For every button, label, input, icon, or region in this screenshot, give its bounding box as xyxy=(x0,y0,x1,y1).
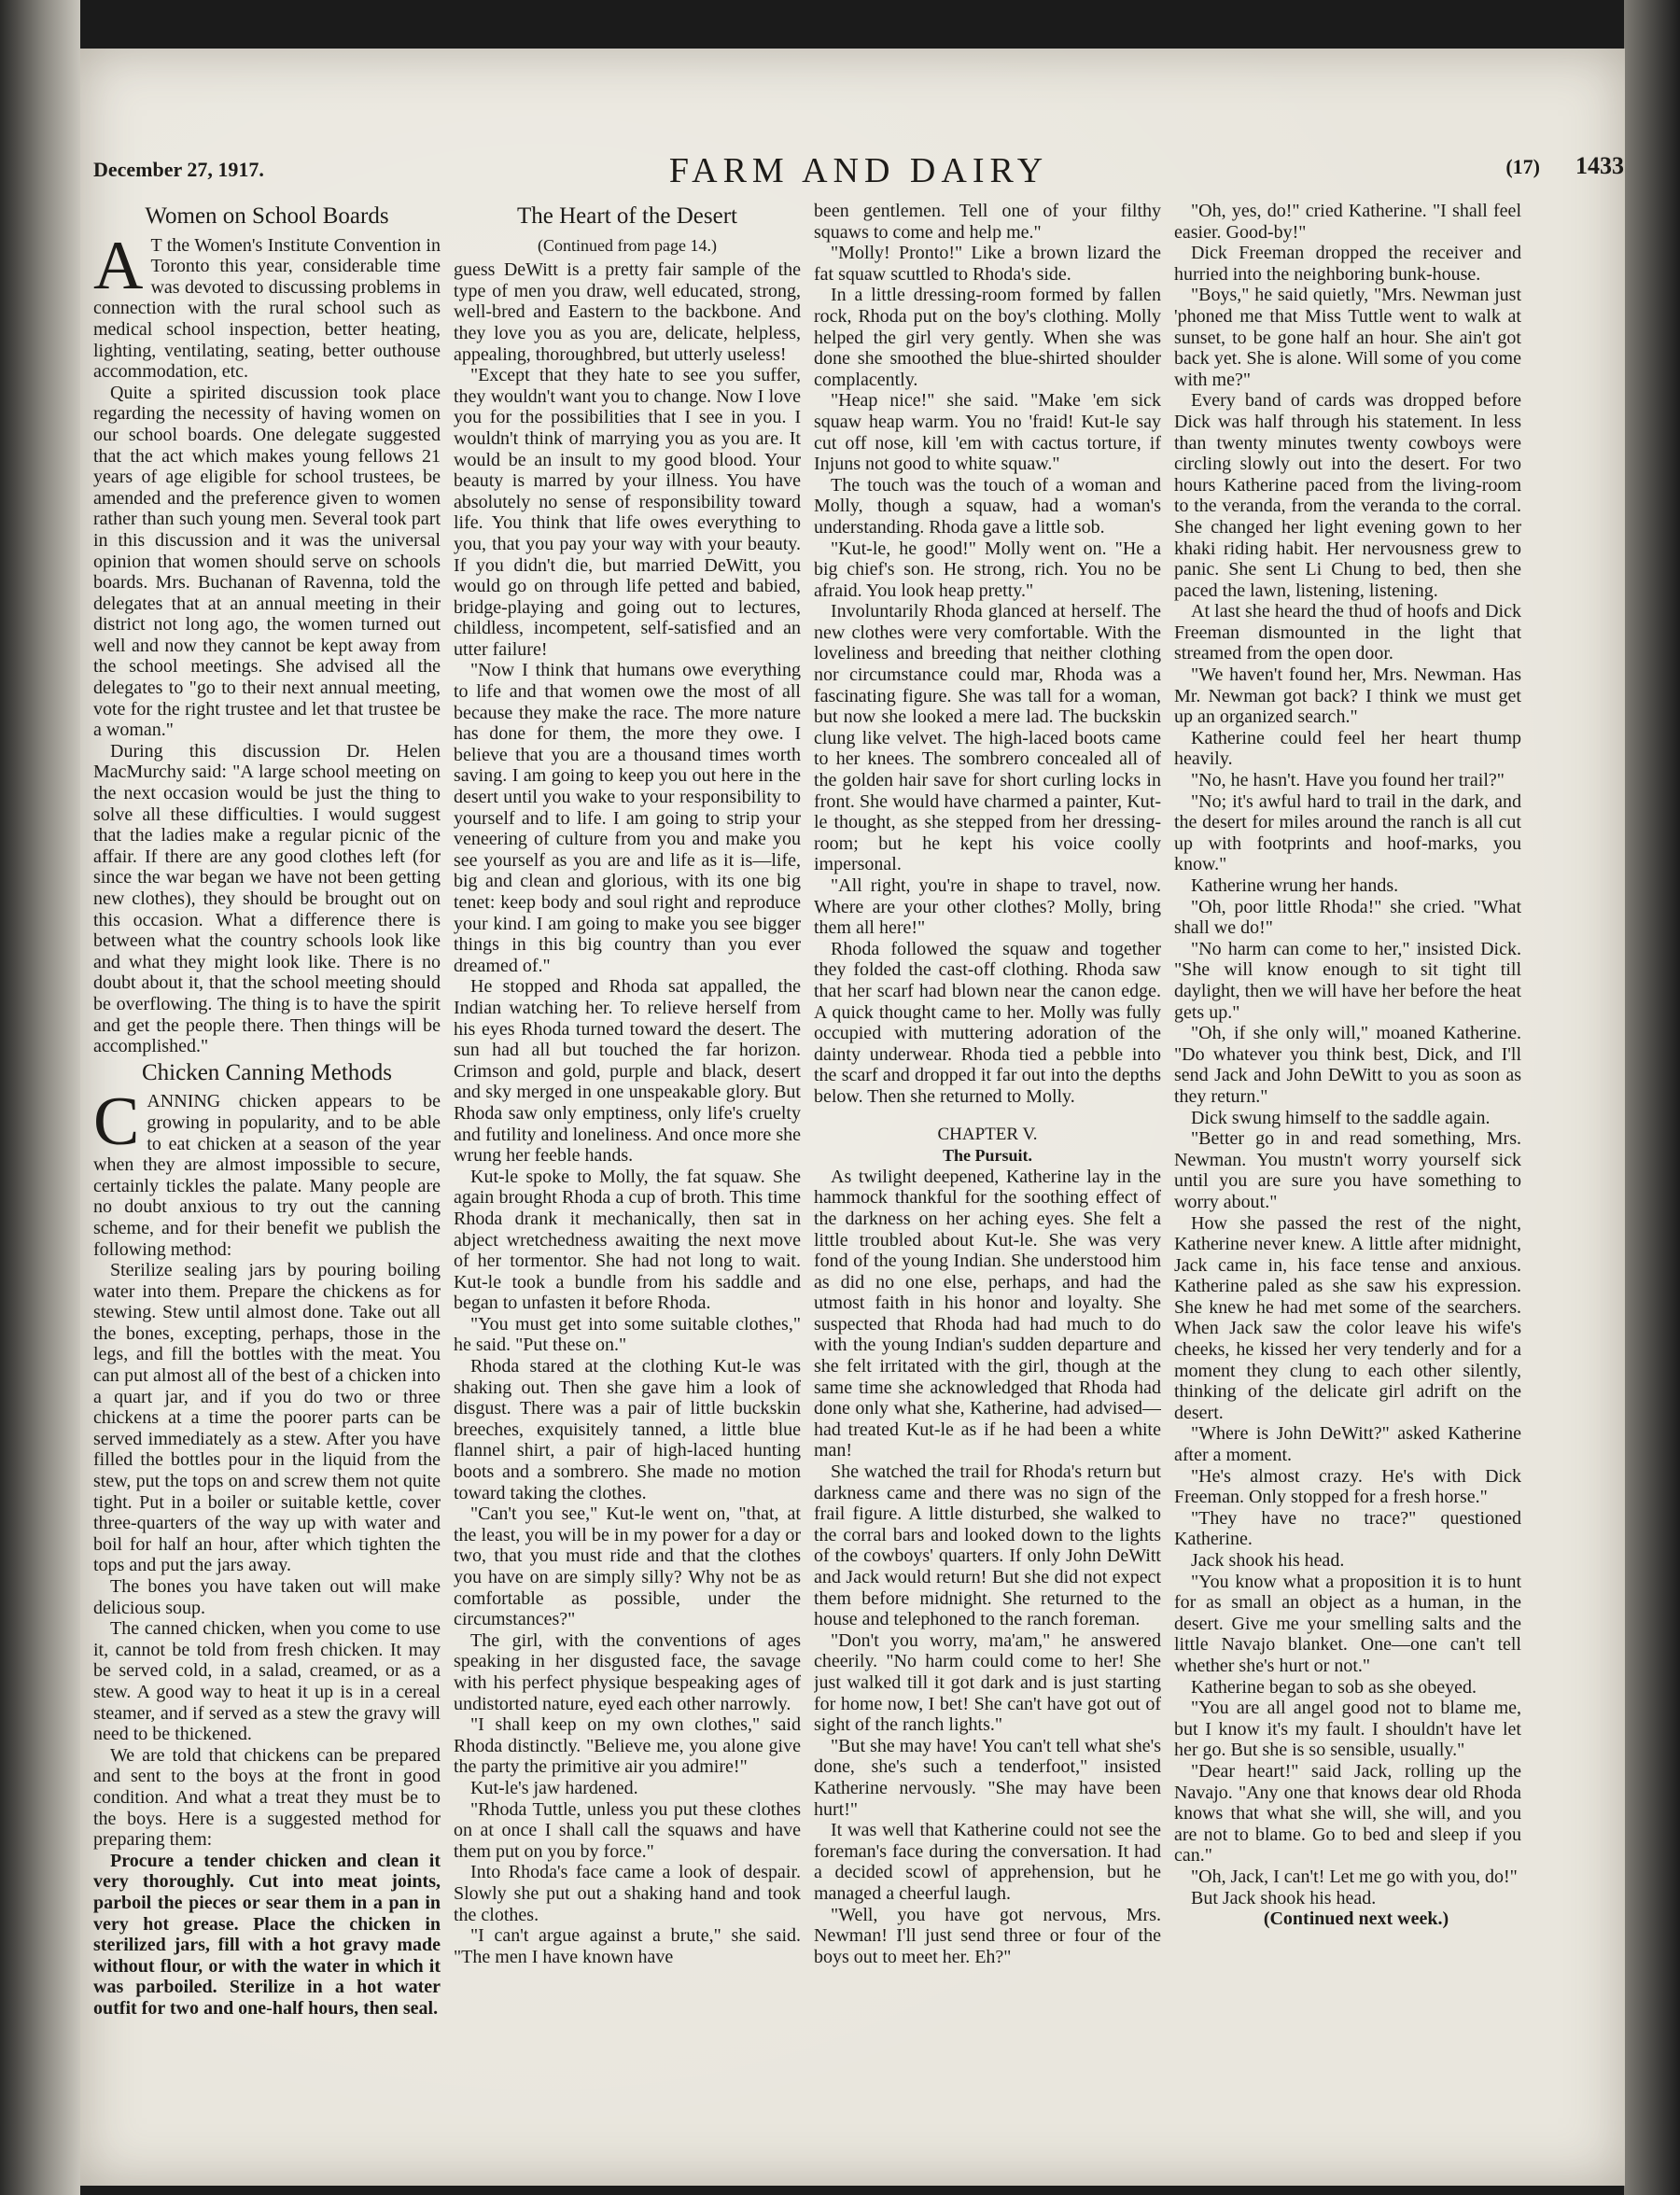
paragraph: She watched the trail for Rhoda's return but darkness came and there was no sign of the frail figure. A little disturbed, she walked to the corral bars and looked down to the lights of the cowboys' quarters. If only John DeWitt and Jack would return! But she did not expect them before midnight. She returned to the house and telephoned to the ranch foreman. xyxy=(814,1461,1161,1630)
paragraph: "All right, you're in shape to travel, now. Where are your other clothes? Molly, bring them all here!" xyxy=(814,875,1161,939)
paragraph: Rhoda stared at the clothing Kut-le was shaking out. Then she gave him a look of disgust. There was a pair of little buckskin breeches, exquisitely tanned, a little blue flannel shirt, a pair of high-laced hunting boots and a sombrero. She made no motion toward taking the clothes. xyxy=(454,1356,801,1503)
paragraph: "Can't you see," Kut-le went on, "that, at the least, you will be in my power for a day or two, that you must ride and that the clothes you have on are simply silly? Why not be as comfortable as possible, under the circumstances?" xyxy=(454,1503,801,1630)
paragraph: Kut-le's jaw hardened. xyxy=(470,1777,638,1798)
chapter-title: The Pursuit. xyxy=(942,1146,1032,1166)
paragraph: "Molly! Pronto!" Like a brown lizard the fat squaw scuttled to Rhoda's side. xyxy=(814,243,1161,285)
paragraph: been gentlemen. Tell one of your filthy squaws to come and help me." xyxy=(814,201,1161,243)
paragraph: "Oh, if she only will," moaned Katherine. "Do whatever you think best, Dick, and I'll send Jack and John DeWitt to you as soon as they return." xyxy=(1174,1023,1521,1107)
paragraph: At last she heard the thud of hoofs and Dick Freeman dismounted in the light that streamed from the open door. xyxy=(1174,601,1521,664)
page-number xyxy=(1505,152,1624,180)
paragraph: "No harm can come to her," insisted Dick. "She will know enough to sit tight till daylight, then we will have her before the heat gets up." xyxy=(1174,938,1521,1023)
paragraph: "Rhoda Tuttle, unless you put these clothes on at once I shall call the squaws and have them put on you by force." xyxy=(454,1798,801,1862)
paragraph xyxy=(93,1084,441,1260)
masthead xyxy=(93,98,1624,190)
paragraph: He stopped and Rhoda sat appalled, the Indian watching her. To relieve herself from his eyes Rhoda turned toward the desert. The sun had all but touched the far horizon. Crimson and gold, purple and black, desert and sky merged in one unspeakable glory. But Rhoda saw only emptiness, only life's cruelty and futility and loneliness. And once more she wrung her feeble hands. xyxy=(454,976,801,1167)
paragraph: "You know what a proposition it is to hunt for as small an object as a human, in the desert. Give me your smelling salts and the little Navajo blanket. One—one can't tell whether she's hurt or not." xyxy=(1174,1571,1521,1676)
paragraph: "Dear heart!" said Jack, rolling up the Navajo. "Any one that knows dear old Rhoda knows that what she will, she will, and you are not to blame. Go to bed and sleep if you can." xyxy=(1174,1760,1521,1866)
paragraph: "You are all angel good not to blame me, but I know it's my fault. I shouldn't have let her go. But she is so sensible, usually." xyxy=(1174,1698,1521,1761)
paragraph: "No, he hasn't. Have you found her trail?" xyxy=(1191,770,1505,791)
column-2 xyxy=(454,201,801,2160)
paragraph: The canned chicken, when you come to use it, cannot be told from fresh chicken. It may be served cold, in a salad, creamed, or as a stew. A good way to heat it up is in a cereal steamer, and if served as a stew the gravy will need to be thickened. xyxy=(93,1618,441,1745)
paragraph: "Better go in and read something, Mrs. Newman. You mustn't worry yourself sick until you are sure you have something to worry about." xyxy=(1174,1128,1521,1212)
drop-cap: A xyxy=(93,227,144,304)
paragraph: "Except that they hate to see you suffer, they wouldn't want you to change. Now I love you for the possibilities that I see in you. I wouldn't think of marrying you as you are. It would be an insult to my good blood. Your beauty is marred by your illness. You have absolutely no sense of responsibility toward life. You think that life owes everything to you, that you pay your way with your beauty. If you didn't die, but married DeWitt, you would go on through life petted and babied, bridge-playing and going out to lectures, childless, incompetent, self-satisfied and an utter failure! xyxy=(454,365,801,660)
paragraph: "No; it's awful hard to trail in the dark, and the desert for miles around the ranch is all cut up with footprints and hoof-marks, you know." xyxy=(1174,790,1521,875)
chapter-heading: CHAPTER V. xyxy=(937,1124,1038,1144)
paragraph: It was well that Katherine could not see the foreman's face during the conversation. It had a decided scowl of apprehension, but he managed a cheerful laugh. xyxy=(814,1820,1161,1904)
paragraph: The girl, with the conventions of ages speaking in her disgusted face, the savage with his perfect physique bespeaking ages of undistorted nature, eyed each other narrowly. xyxy=(454,1629,801,1714)
paragraph: Katherine began to sob as she obeyed. xyxy=(1191,1676,1477,1698)
paragraph: "But she may have! You can't tell what she's done, she's such a tenderfoot," insisted Katherine nervously. "She may have been hurt!" xyxy=(814,1735,1161,1820)
paragraph: The bones you have taken out will make delicious soup. xyxy=(93,1576,441,1618)
paragraph: Into Rhoda's face came a look of despair. Slowly she put out a shaking hand and took the clothes. xyxy=(454,1862,801,1925)
paragraph: Involuntarily Rhoda glanced at herself. The new clothes were very comfortable. With the loveliness and breeding that neither clothing nor circumstance could mar, Rhoda was a fascinating figure. She was tall for a woman, but now she looked a mere lad. The buckskin clung like velvet. The high-laced boots came to her knees. The sombrero concealed all of the golden hair save for short curling locks in front. She would have charmed a painter, Kut-le thought, as she stepped from her dressing-room; but he kept his voice coolly impersonal. xyxy=(814,601,1161,875)
paragraph: Every band of cards was dropped before Dick was half through his statement. In less than twenty minutes twenty cowboys were circling slowly out into the desert. For two hours Katherine paced from the living-room to the veranda, from the veranda to the corral. She changed her light evening gown to her khaki riding habit. Her nervousness grew to panic. She sent Li Chung to bed, then she paced the lawn, listening, listening. xyxy=(1174,390,1521,601)
paragraph: Quite a spirited discussion took place regarding the necessity of having women on our school boards. One delegate suggested that the act which makes young fellows 21 years of age eligible for school trustees, be amended and the preference given to women rather than such young men. Several took part in this discussion and it was the universal opinion that women should serve on schools boards. Mrs. Buchanan of Ravenna, told the delegates that at an annual meeting in their district not long ago, the women turned out well and now they cannot be kept away from the school meetings. She advised all the delegates to "go to their next annual meeting, vote for the right trustee and let that trustee be a woman." xyxy=(93,382,441,741)
paragraph: "Now I think that humans owe everything to life and that women owe the most of all because they make the race. The more nature has done for them, the more they owe. I believe that you are a thousand times worth saving. I am going to keep you out here in the desert until you wake to your responsibility to yourself and to life. I am going to strip your veneering of culture from you and make you see yourself as you are and life as it is—life, big and clean and glorious, with its one big tenet: keep body and soul right and reproduce your kind. I am going to make you see bigger things in this big country than you ever dreamed of." xyxy=(454,660,801,976)
paragraph: Katherine wrung her hands. xyxy=(1191,875,1399,896)
issue-date: December 27, 1917. xyxy=(93,158,264,181)
publication-title: FARM AND DAIRY xyxy=(668,151,1049,190)
paragraph: In a little dressing-room formed by fallen rock, Rhoda put on the boy's clothing. Molly helped the girl very gently. When she was done she smoothed the blue-shirted shoulder complacently. xyxy=(814,285,1161,390)
paragraph: "He's almost crazy. He's with Dick Freeman. Only stopped for a fresh horse." xyxy=(1174,1465,1521,1508)
paragraph: Procure a tender chicken and clean it very thoroughly. Cut into meat joints, parboil the pieces or sear them in a pan in very hot grease. Place the chicken in sterilized jars, fill with a hot gravy made without flour, or with the water in which it was parboiled. Sterilize in a hot water outfit for two and one-half hours, then seal. xyxy=(93,1850,441,2019)
paragraph xyxy=(93,227,441,383)
column-4 xyxy=(1174,201,1521,2160)
paragraph: "Oh, yes, do!" cried Katherine. "I shall feel easier. Good-by!" xyxy=(1174,201,1521,243)
column-3 xyxy=(814,201,1161,2160)
paragraph: "Heap nice!" she said. "Make 'em sick squaw heap warm. You no 'fraid! Kut-le say cut off nose, kill 'em with cactus torture, if Injuns not good to white squaw." xyxy=(814,390,1161,475)
paragraph: "I can't argue against a brute," she said. "The men I have known have xyxy=(454,1925,801,1967)
article-heading-chicken: Chicken Canning Methods xyxy=(141,1059,393,1085)
paragraph: Rhoda followed the squaw and together they folded the cast-off clothing. Rhoda saw that her scarf had blown near the canon edge. A quick thought came to her. Molly was fully occupied with muttering adoration of the dainty underwear. Rhoda tied a pebble into the scarf and dropped it far out into the depths below. Then she returned to Molly. xyxy=(814,938,1161,1107)
paragraph: guess DeWitt is a pretty fair sample of the type of men you draw, well educated, strong, well-bred and Eastern to the backbone. And they love you as you are, delicate, helpless, appealing, thoroughbred, but utterly useless! xyxy=(454,259,801,365)
paragraph: As twilight deepened, Katherine lay in the hammock thankful for the soothing effect of the darkness on her aching eyes. She felt a little troubled about Kut-le. She was very fond of the young Indian. She understood him as did no one else, perhaps, and had the utmost faith in his honor and loyalty. She suspected that Rhoda had had much to do with the young Indian's sudden departure and she felt irritated with the girl, though at the same time she acknowledged that Rhoda had done only what she, Katherine, had advised—had treated Kut-le as if he had been a white man! xyxy=(814,1166,1161,1461)
paragraph: During this discussion Dr. Helen MacMurchy said: "A large school meeting on the next occasion would be just the thing to solve all these difficulties. I would suggest that the ladies make a regular picnic of the affair. If there are any good clothes left (for since the war began we have not been getting new clothes), they should be brought out on this occasion. What a difference there is between what the country schools look like and what they might look like. There is no doubt about it, that the school meeting should be overflowing. The thing is to have the spirit and get the people there. Then things will be accomplished." xyxy=(93,740,441,1057)
paragraph: "I shall keep on my own clothes," said Rhoda distinctly. "Believe me, you alone give the party the primitive air you admire!" xyxy=(454,1714,801,1778)
paragraph: Kut-le spoke to Molly, the fat squaw. She again brought Rhoda a cup of broth. This time Rhoda drank it mechanically, then sat in abject wretchedness awaiting the next move of her tormentor. She had not long to wait. Kut-le took a bundle from his saddle and began to unfasten it before Rhoda. xyxy=(454,1166,801,1314)
paragraph: "Oh, Jack, I can't! Let me go with you, do!" xyxy=(1191,1866,1518,1887)
drop-cap: C xyxy=(93,1084,140,1161)
paragraph: Katherine could feel her heart thump heavily. xyxy=(1174,727,1521,770)
paragraph: Jack shook his head. xyxy=(1191,1550,1345,1571)
paragraph-text: T the Women's Institute Convention in Toronto this year, considerable time was devoted to discussing problems in connection with the rural school such as medical school inspection, better heating, lighting, ventilating, seating, better outhouse accommodation, etc. xyxy=(93,234,441,383)
paragraph: How she passed the rest of the night, Katherine never knew. A little after midnight, Jack came in, his face tense and anxious. Katherine paled as she saw his expression. She knew he had met some of the searchers. When Jack saw the color leave his wife's cheeks, he kissed her very tenderly and for a moment they clung to each other silently, thinking of the delicate girl adrift on the desert. xyxy=(1174,1212,1521,1423)
paragraph: But Jack shook his head. xyxy=(1191,1887,1377,1908)
binding-gutter xyxy=(0,0,80,2195)
page-paren: (17) xyxy=(1505,155,1540,178)
paragraph: Dick swung himself to the saddle again. xyxy=(1191,1107,1491,1128)
column-1 xyxy=(93,201,441,2160)
paragraph: "Where is John DeWitt?" asked Katherine after a moment. xyxy=(1174,1423,1521,1466)
article-columns xyxy=(93,201,1521,2160)
paragraph: The touch was the touch of a woman and Molly, though a squaw, had a woman's understanding. Rhoda gave a little sob. xyxy=(814,474,1161,538)
paragraph: "We haven't found her, Mrs. Newman. Has Mr. Newman got back? I think we must get up an organized search." xyxy=(1174,664,1521,728)
continued-note: (Continued next week.) xyxy=(1263,1908,1449,1930)
story-continuation-note: (Continued from page 14.) xyxy=(538,235,717,255)
article-heading-women: Women on School Boards xyxy=(145,203,389,229)
paragraph: "You must get into some suitable clothes," he said. "Put these on." xyxy=(454,1313,801,1356)
paragraph-text: ANNING chicken appears to be growing in popularity, and to be able to eat chicken at a season of the year when they are almost impossible to secure, certainly tickles the palate. Many people are no doubt anxious to try out the canning scheme, and for their benefit we publish the following method: xyxy=(93,1091,441,1260)
paragraph: "Boys," he said quietly, "Mrs. Newman just 'phoned me that Miss Tuttle went to walk at sunset, to be gone half an hour. She ain't got back yet. She is alone. Will some of you come with me?" xyxy=(1174,285,1521,390)
paragraph: "Oh, poor little Rhoda!" she cried. "What shall we do!" xyxy=(1174,896,1521,939)
paragraph: Sterilize sealing jars by pouring boiling water into them. Prepare the chickens as for stewing. Stew until almost done. Take out all the bones, excepting, perhaps, those in the legs, and fill the bottles with the meat. You can put almost all of the best of a chicken into a quart jar, and if you do two or three chickens at a time the poorer parts can be served immediately as a stew. After you have filled the bottles pour in the liquid from the stew, put the tops on and screw them not quite tight. Put in a boiler or suitable kettle, cover three-quarters of the way up with water and boil for half an hour, after which tighten the tops and put the jars away. xyxy=(93,1260,441,1576)
scan-edge xyxy=(1624,0,1680,2195)
paragraph: We are told that chickens can be prepared and sent to the boys at the front in good condition. And what a treat they must be to the boys. Here is a suggested method for preparing them: xyxy=(93,1744,441,1851)
paragraph: "Don't you worry, ma'am," he answered cheerily. "No harm could come to her! She just walked till it got dark and is just starting for home now, I bet! She can't have got out of sight of the ranch lights." xyxy=(814,1629,1161,1736)
page-number-value: 1433 xyxy=(1575,152,1624,179)
paragraph: "Kut-le, he good!" Molly went on. "He a big chief's son. He strong, rich. You no be afraid. You look heap pretty." xyxy=(814,538,1161,601)
paragraph: "Well, you have got nervous, Mrs. Newman! I'll just send three or four of the boys out to meet her. Eh?" xyxy=(814,1904,1161,1967)
paragraph: Dick Freeman dropped the receiver and hurried into the neighboring bunk-house. xyxy=(1174,243,1521,285)
story-heading: The Heart of the Desert xyxy=(517,203,737,229)
paragraph: "They have no trace?" questioned Katherine. xyxy=(1174,1507,1521,1550)
